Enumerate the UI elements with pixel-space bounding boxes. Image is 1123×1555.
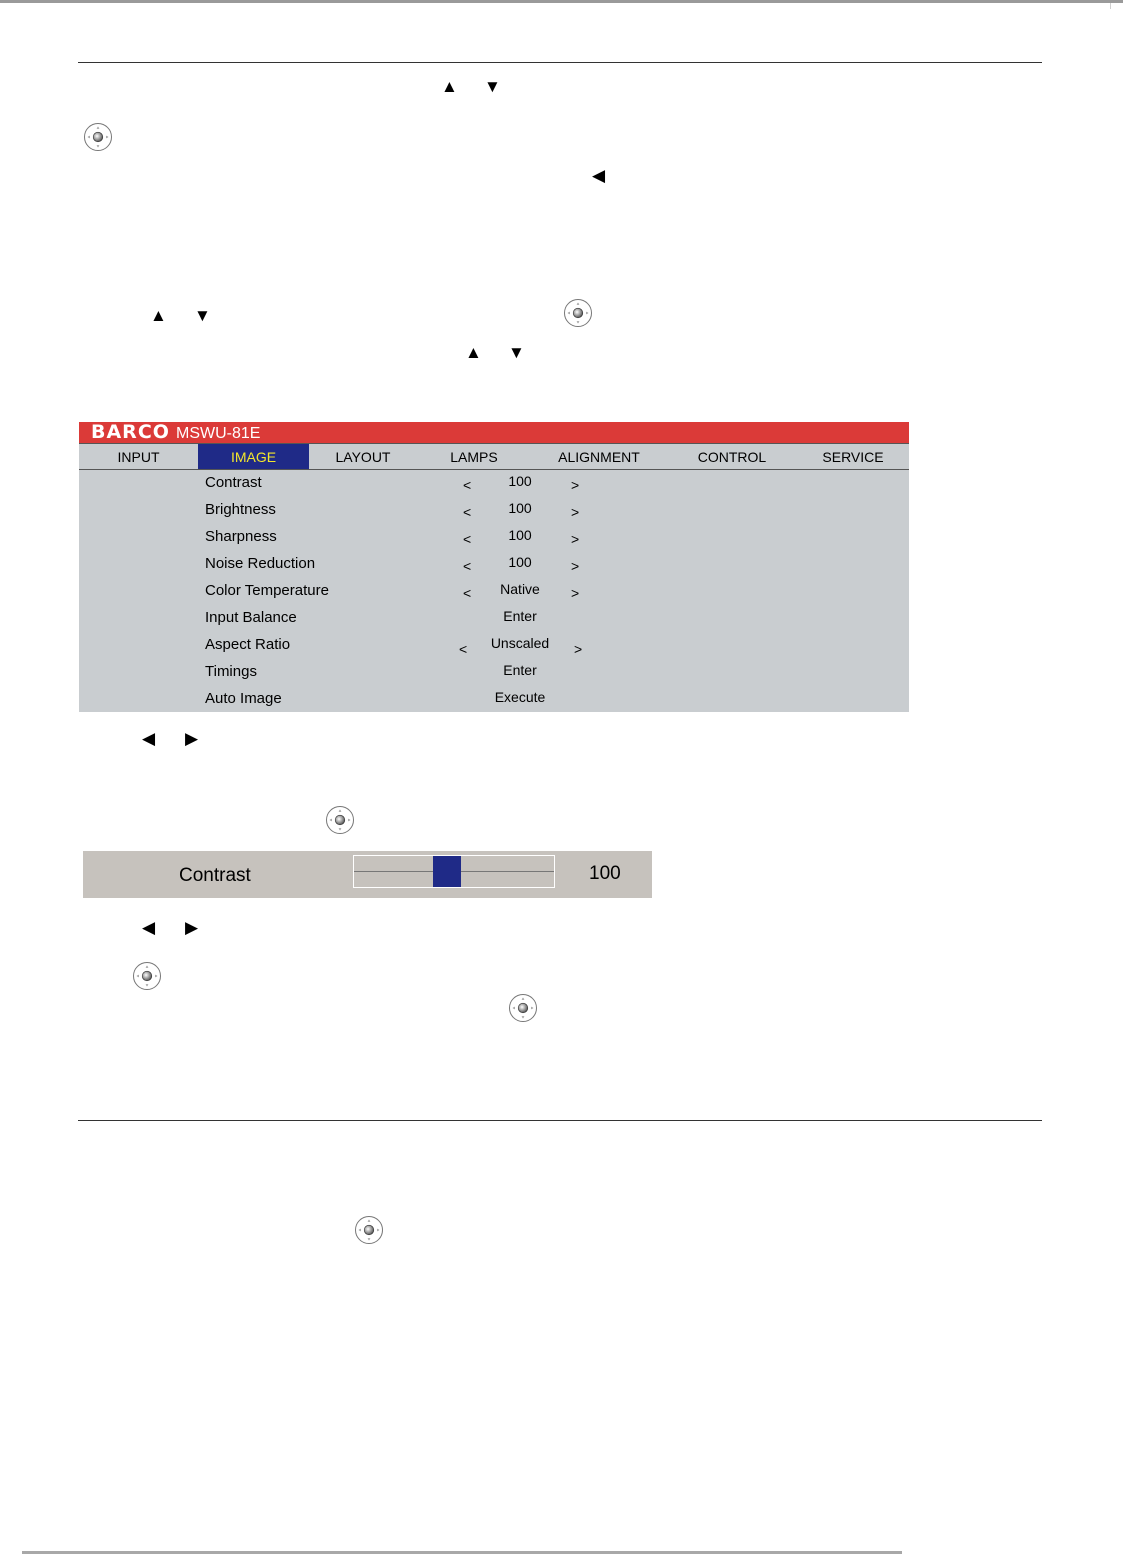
osd-tab-bar [79,443,909,470]
menu-item-label: Contrast [205,474,262,491]
joystick-enter-icon [508,993,538,1023]
decrease-indicator: < [463,558,472,574]
contrast-slider[interactable] [353,855,555,888]
menu-item-aspect-ratio[interactable] [79,632,909,659]
menu-item-label: Aspect Ratio [205,636,291,653]
joystick-enter-icon [83,122,113,152]
left-arrow-icon: ◀ [592,166,606,185]
menu-item-label: Input Balance [205,609,297,626]
menu-item-input-balance[interactable] [79,605,909,632]
right-arrow-icon: ▶ [185,729,199,748]
menu-item-value: Enter [503,608,537,624]
menu-item-auto-image[interactable] [79,686,909,713]
osd-menu [79,422,909,712]
increase-indicator: > [574,641,583,657]
menu-item-label: Color Temperature [205,582,329,599]
menu-item-label: Brightness [205,501,276,518]
tab-service[interactable]: SERVICE [822,449,884,465]
increase-indicator: > [571,558,580,574]
top-border [0,0,1123,3]
section-rule-top [78,62,1042,63]
top-border-mark [1110,3,1111,9]
decrease-indicator: < [463,504,472,520]
menu-item-value: 100 [508,500,532,516]
menu-item-value: Enter [503,662,537,678]
tab-layout[interactable]: LAYOUT [335,449,391,465]
tab-control[interactable]: CONTROL [697,449,767,465]
menu-item-contrast[interactable] [79,470,909,497]
contrast-slider-panel [83,851,652,898]
tab-input[interactable]: INPUT [117,449,160,465]
tab-alignment[interactable]: ALIGNMENT [558,449,640,465]
increase-indicator: > [571,477,580,493]
bottom-border [22,1551,902,1554]
up-arrow-icon: ▲ [441,77,458,96]
down-arrow-icon: ▼ [194,306,211,325]
joystick-enter-icon [325,805,355,835]
menu-item-label: Sharpness [205,528,277,545]
slider-value: 100 [589,863,621,884]
menu-item-timings[interactable] [79,659,909,686]
tab-image[interactable]: IMAGE [198,444,309,469]
menu-item-noise-reduction[interactable] [79,551,909,578]
osd-titlebar [79,422,909,443]
slider-label: Contrast [179,865,251,886]
menu-item-sharpness[interactable] [79,524,909,551]
menu-item-value: 100 [508,527,532,543]
menu-item-label: Noise Reduction [205,555,316,572]
decrease-indicator: < [463,477,472,493]
slider-thumb[interactable] [433,856,461,887]
menu-item-value: Unscaled [490,635,550,651]
section-rule-middle [78,1120,1042,1121]
menu-item-value: 100 [508,473,532,489]
barco-logo: BARCO [91,421,170,443]
menu-item-label: Auto Image [205,690,282,707]
increase-indicator: > [571,585,580,601]
osd-model-name: MSWU-81E [176,425,261,442]
increase-indicator: > [571,531,580,547]
menu-item-value: 100 [508,554,532,570]
menu-item-value: Native [500,581,540,597]
down-arrow-icon: ▼ [508,343,525,362]
decrease-indicator: < [463,585,472,601]
left-arrow-icon: ◀ [142,729,156,748]
joystick-enter-icon [563,298,593,328]
menu-item-label: Timings [205,663,257,680]
up-arrow-icon: ▲ [465,343,482,362]
up-arrow-icon: ▲ [150,306,167,325]
right-arrow-icon: ▶ [185,918,199,937]
left-arrow-icon: ◀ [142,918,156,937]
decrease-indicator: < [459,641,468,657]
menu-item-brightness[interactable] [79,497,909,524]
menu-item-value: Execute [494,689,546,705]
decrease-indicator: < [463,531,472,547]
joystick-enter-icon [132,961,162,991]
menu-item-color-temperature[interactable] [79,578,909,605]
increase-indicator: > [571,504,580,520]
tab-lamps[interactable]: LAMPS [450,449,498,465]
down-arrow-icon: ▼ [484,77,501,96]
joystick-enter-icon [354,1215,384,1245]
